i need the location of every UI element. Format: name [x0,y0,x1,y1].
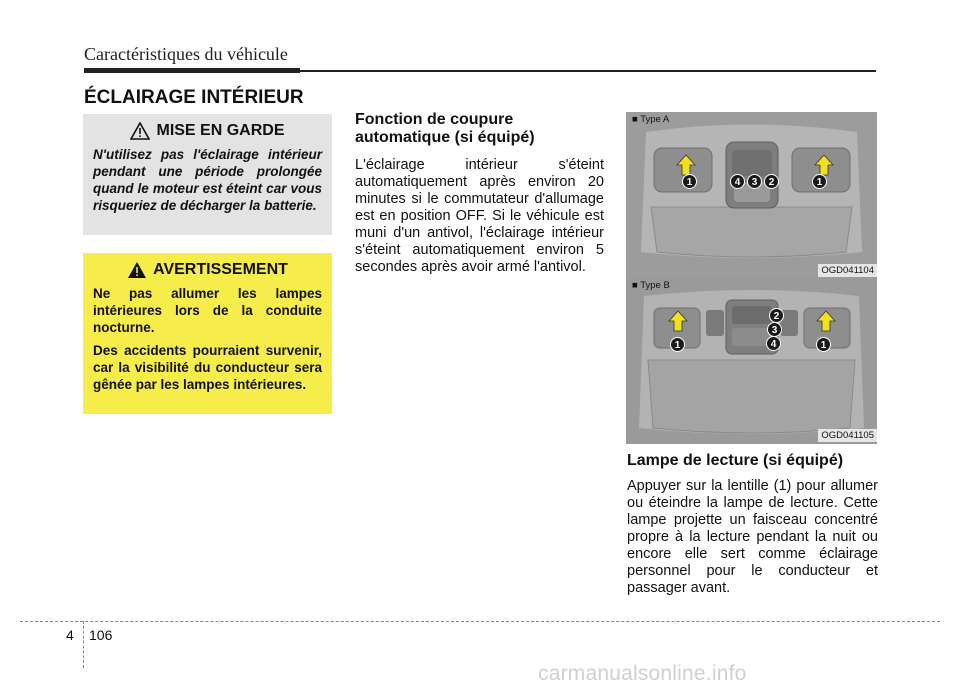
warning-box [83,253,332,414]
caution-body: N'utilisez pas l'éclairage intérieur pendant une période prolongée quand le moteur est éteint car vous risqueriez de décharger la batterie. [93,147,322,213]
section-title: ÉCLAIRAGE INTÉRIEUR [84,87,304,108]
warning-title: AVERTISSEMENT [153,261,288,278]
callout-number: 4 [766,336,781,351]
callout-number: 3 [767,322,782,337]
callout-badge [682,172,697,190]
callout-number: 3 [747,174,762,189]
callout-badge [730,172,745,190]
arrow-icon [668,310,688,332]
callout-number: 2 [769,308,784,323]
callout-badge [747,172,762,190]
caution-box [83,114,332,235]
callout-badge [764,172,779,190]
callout-number: 1 [812,174,827,189]
page-number: 106 [89,627,113,643]
figure-type-b [626,278,877,444]
chapter-number: 4 [66,627,74,643]
warning-triangle-icon [127,261,147,279]
figure-b-code: OGD041105 [818,429,877,442]
caution-title: MISE EN GARDE [156,122,285,139]
callout-number: 2 [764,174,779,189]
figure-b-type-label: ■ Type B [632,280,670,291]
auto-cutoff-title [355,111,604,147]
warning-header [93,261,322,279]
warning-paragraph-2: Des accidents pourraient survenir, car la visibilité du conducteur sera gênée par les lampes intérieures. [93,343,322,392]
running-header: Caractéristiques du véhicule [84,44,288,64]
watermark: carmanualsonline.info [538,662,747,685]
callout-number: 4 [730,174,745,189]
figure-type-a [626,112,877,279]
arrow-icon [816,310,836,332]
overhead-console-b-image [626,278,877,444]
auto-cutoff-body: L'éclairage intérieur s'éteint automatiquement après environ 20 minutes si le commutateur d'allumage est en position OFF. Si le véhicule est muni d'un antivol, l'éclairage intérieur s'éteint automatiquement environ 5 secondes après avoir armé l'antivol. [355,157,604,275]
footer-rule [20,621,940,622]
callout-number: 1 [682,174,697,189]
caution-triangle-icon [130,122,150,140]
reading-lamp-body: Appuyer sur la lentille (1) pour allumer ou éteindre la lampe de lecture. Cette lampe projette un faisceau concentré propre à la lecture pendant la nuit ou encore elle sert comme éclairage personnel pour le conducteur et passager avant. [627,478,878,596]
callout-number: 1 [670,337,685,352]
figure-a-code: OGD041104 [818,264,877,277]
caution-header [93,122,322,140]
auto-cutoff-title-line2: automatique (si équipé) [355,129,535,146]
callout-badge [670,335,685,353]
callout-badge [812,172,827,190]
reading-lamp-section [627,452,878,597]
auto-cutoff-title-line1: Fonction de coupure [355,111,514,128]
warning-paragraph-1: Ne pas allumer les lampes intérieures lors de la conduite nocturne. [93,286,322,335]
reading-lamp-title: Lampe de lecture (si équipé) [627,452,844,469]
header-rule [84,70,876,72]
auto-cutoff-section [355,111,604,276]
overhead-console-a-image [626,112,877,279]
callout-number: 1 [816,337,831,352]
callout-badge [816,335,831,353]
callout-badge [766,334,781,352]
figure-a-type-label: ■ Type A [632,114,670,125]
footer-vertical-rule [83,621,84,668]
